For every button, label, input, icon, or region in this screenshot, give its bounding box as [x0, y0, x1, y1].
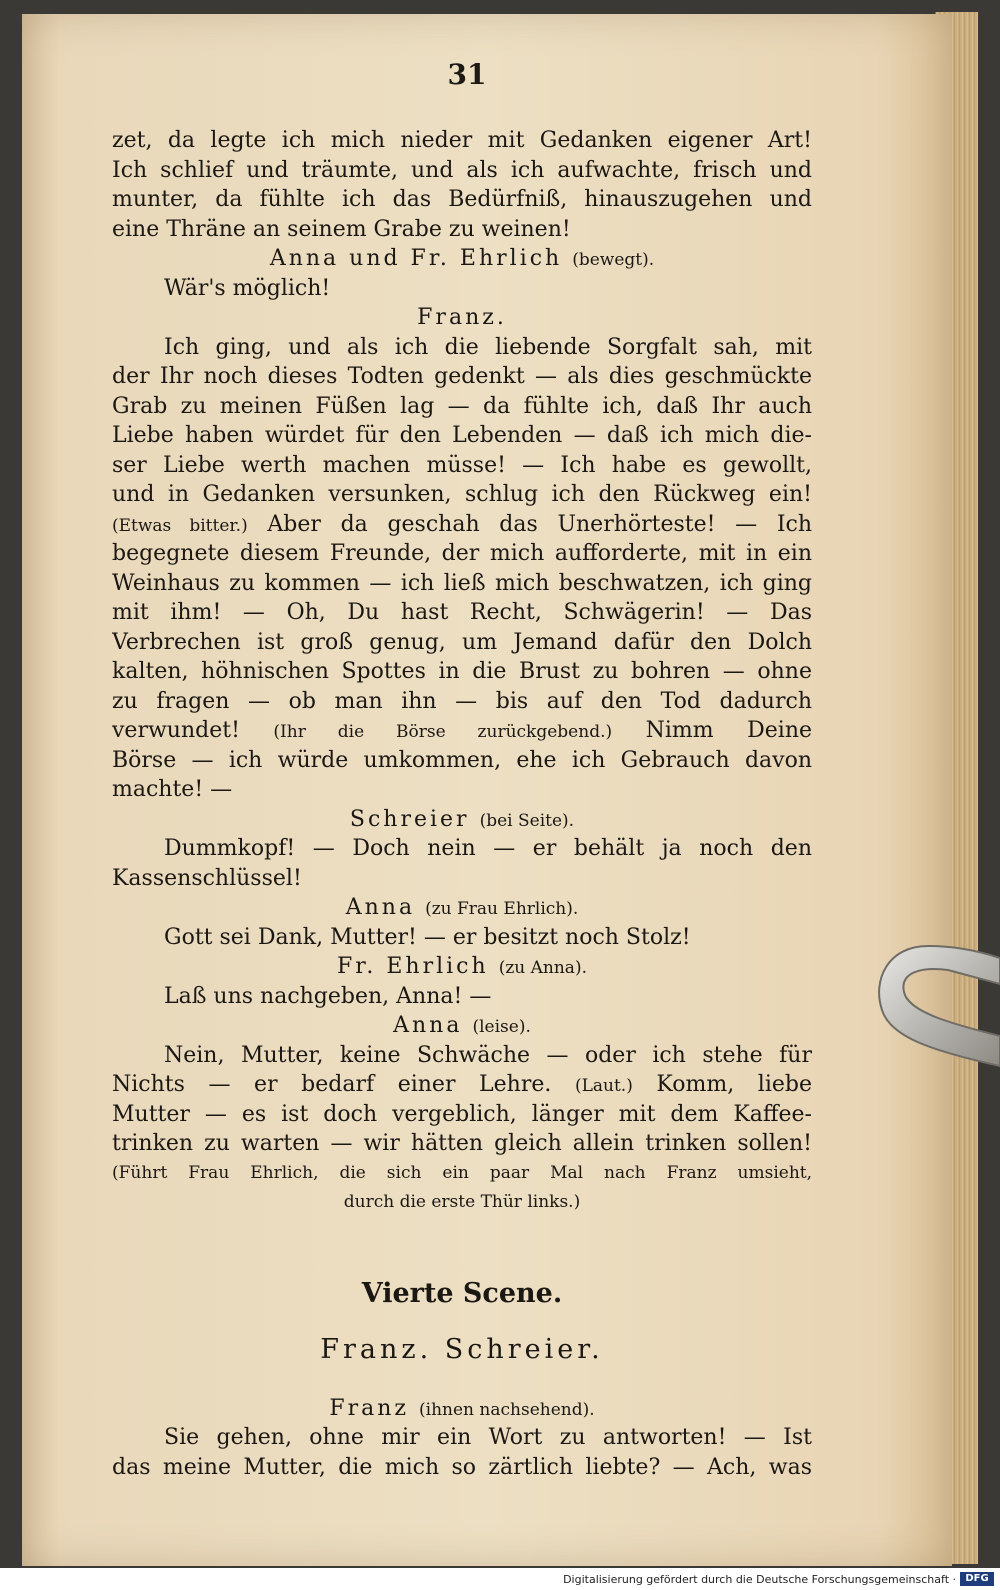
- speaker-name: Schreier: [349, 806, 470, 832]
- speaker-name: Fr. Ehrlich: [337, 954, 489, 979]
- speaker-heading: [112, 893, 812, 923]
- stage-direction: (Laut.): [574, 1076, 633, 1096]
- footer-credit: Digitalisierung gefördert durch die Deutsche Forschungsgemeinschaft ·: [563, 1573, 956, 1586]
- line-text: Komm, liebe: [656, 1072, 812, 1097]
- speaker-name: Anna: [345, 895, 416, 920]
- stage-direction: (Ihr die Börse zurückgebend.): [273, 722, 613, 742]
- stage-direction: (ihnen nachsehend).: [419, 1399, 595, 1420]
- text-line: das meine Mutter, die mich so zärtlich liebte? — Ach, was: [112, 1454, 812, 1480]
- text-line: zet, da legte ich mich nieder mit Gedanken eigener Art!: [112, 128, 812, 153]
- speaker-heading: [112, 805, 812, 835]
- book-page: [22, 14, 952, 1566]
- text-line: Nein, Mutter, keine Schwäche — oder ich stehe für: [164, 1042, 812, 1068]
- text-line: der Ihr noch dieses Todten gedenkt — als dies geschmückte: [112, 364, 812, 389]
- speaker-heading: [112, 244, 812, 274]
- speaker-heading: [112, 303, 812, 333]
- text-line: [112, 716, 812, 746]
- text-line: Gott sei Dank, Mutter! — er besitzt noch Stolz!: [164, 924, 691, 950]
- text-line: Grab zu meinen Füßen lag — da fühlte ich, daß Ihr auch: [112, 393, 812, 419]
- text-line: Dummkopf! — Doch nein — er behält ja noch den: [164, 836, 812, 861]
- speaker-name: Anna: [393, 1013, 463, 1038]
- text-line: [112, 510, 812, 540]
- text-line: Kassenschlüssel!: [112, 865, 302, 891]
- line-text: Nichts — er bedarf einer Lehre.: [112, 1072, 552, 1097]
- stage-direction: (bewegt).: [572, 250, 655, 270]
- footer-bar: [0, 1569, 1000, 1590]
- speaker-name: Franz: [329, 1395, 410, 1421]
- text-line: trinken zu warten — wir hätten gleich allein trinken sollen!: [112, 1131, 812, 1156]
- stage-direction-line: durch die erste Thür links.): [343, 1192, 581, 1212]
- text-line: Börse — ich würde umkommen, ehe ich Gebrauch davon: [112, 747, 812, 773]
- stage-direction: (bei Seite).: [479, 810, 575, 831]
- speaker-heading: [112, 1011, 812, 1041]
- stage-direction-line: (Führt Frau Ehrlich, die sich ein paar Mal nach Franz umsieht,: [112, 1162, 812, 1183]
- scene-persons: Franz. Schreier.: [320, 1333, 604, 1365]
- text-line: machte! —: [112, 777, 233, 802]
- text-line: Sie gehen, ohne mir ein Wort zu antworten! — Ist: [164, 1425, 812, 1450]
- text-line: Mutter — es ist doch vergeblich, länger mit dem Kaffee-: [112, 1101, 812, 1127]
- stage-direction: (leise).: [472, 1017, 531, 1037]
- text-line: [112, 1070, 812, 1100]
- dfg-logo: DFG: [960, 1572, 994, 1586]
- page-number: 31: [447, 58, 487, 91]
- text-line: Weinhaus zu kommen — ich ließ mich beschwatzen, ich ging: [112, 570, 812, 596]
- line-text: Aber da geschah das Unerhörteste! — Ich: [267, 511, 812, 537]
- line-text: Nimm Deine: [645, 718, 812, 743]
- stage-direction: (Etwas bitter.): [112, 515, 248, 536]
- speaker-name: Franz.: [417, 305, 507, 330]
- line-text: verwundet!: [112, 718, 240, 743]
- speaker-name: Anna und Fr. Ehrlich: [269, 246, 563, 271]
- text-line: Ich schlief und träumte, und als ich aufwachte, frisch und: [112, 157, 812, 183]
- speaker-heading: [112, 1394, 812, 1424]
- text-line: eine Thräne an seinem Grabe zu weinen!: [112, 216, 571, 242]
- stage-direction: (zu Anna).: [498, 958, 587, 978]
- text-line: zu fragen — ob man ihn — bis auf den Tod dadurch: [112, 688, 812, 714]
- text-line: munter, da fühlte ich das Bedürfniß, hinauszugehen und: [112, 187, 812, 212]
- text-line: Liebe haben würdet für den Lebenden — daß ich mich die-: [112, 423, 812, 448]
- text-line: mit ihm! — Oh, Du hast Recht, Schwägerin! — Das: [112, 600, 812, 625]
- text-line: Laß uns nachgeben, Anna! —: [164, 983, 492, 1009]
- text-line: Verbrechen ist groß genug, um Jemand dafür den Dolch: [112, 629, 812, 655]
- text-line: und in Gedanken versunken, schlug ich den Rückweg ein!: [112, 482, 812, 507]
- text-line: Wär's möglich!: [164, 275, 331, 301]
- page-clip-icon: [868, 940, 1000, 1080]
- text-line: ser Liebe werth machen müsse! — Ich habe es gewollt,: [112, 452, 812, 478]
- text-line: begegnete diesem Freunde, der mich aufforderte, mit in ein: [112, 541, 812, 566]
- scene-gap: [112, 1218, 812, 1262]
- text-block: [112, 126, 812, 1482]
- text-line: Ich ging, und als ich die liebende Sorgfalt sah, mit: [164, 334, 812, 360]
- stage-direction: (zu Frau Ehrlich).: [425, 899, 579, 919]
- scene-title: Vierte Scene.: [361, 1277, 563, 1309]
- speaker-heading: [112, 952, 812, 982]
- text-line: kalten, höhnischen Spottes in die Brust zu bohren — ohne: [112, 659, 812, 684]
